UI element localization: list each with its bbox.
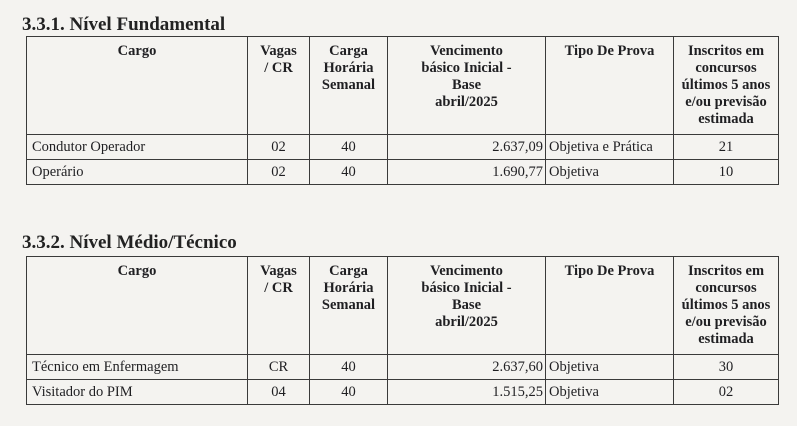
cell-inscritos: 10 bbox=[674, 160, 779, 185]
cell-inscritos: 30 bbox=[674, 355, 779, 380]
cell-cargo: Técnico em Enfermagem bbox=[27, 355, 248, 380]
cell-tipo-prova: Objetiva e Prática bbox=[546, 135, 674, 160]
cell-vencimento: 1.515,25 bbox=[388, 380, 546, 405]
header-vencimento: Vencimento básico Inicial - Base abril/2025 bbox=[388, 257, 546, 355]
cell-inscritos: 02 bbox=[674, 380, 779, 405]
cell-carga: 40 bbox=[310, 160, 388, 185]
cell-vencimento: 1.690,77 bbox=[388, 160, 546, 185]
header-cargo: Cargo bbox=[27, 37, 248, 135]
table-row bbox=[27, 160, 779, 185]
cell-vencimento: 2.637,60 bbox=[388, 355, 546, 380]
cell-inscritos: 21 bbox=[674, 135, 779, 160]
cell-carga: 40 bbox=[310, 380, 388, 405]
header-cargo: Cargo bbox=[27, 257, 248, 355]
cell-cargo: Visitador do PIM bbox=[27, 380, 248, 405]
cell-vagas: CR bbox=[248, 355, 310, 380]
cell-cargo: Condutor Operador bbox=[27, 135, 248, 160]
table-header-row bbox=[27, 257, 779, 355]
cell-vagas: 02 bbox=[248, 135, 310, 160]
table-row bbox=[27, 355, 779, 380]
cell-carga: 40 bbox=[310, 135, 388, 160]
cell-tipo-prova: Objetiva bbox=[546, 380, 674, 405]
table-header-row bbox=[27, 37, 779, 135]
cell-tipo-prova: Objetiva bbox=[546, 355, 674, 380]
table-row bbox=[27, 380, 779, 405]
positions-table bbox=[26, 256, 779, 405]
header-vencimento: Vencimento básico Inicial - Base abril/2025 bbox=[388, 37, 546, 135]
header-inscritos: Inscritos em concursos últimos 5 anos e/ou previsão estimada bbox=[674, 257, 779, 355]
cell-carga: 40 bbox=[310, 355, 388, 380]
header-vagas: Vagas / CR bbox=[248, 37, 310, 135]
table-row bbox=[27, 135, 779, 160]
header-carga-horaria: Carga Horária Semanal bbox=[310, 257, 388, 355]
cell-vencimento: 2.637,09 bbox=[388, 135, 546, 160]
section-title: 3.3.1. Nível Fundamental bbox=[22, 14, 226, 35]
cell-tipo-prova: Objetiva bbox=[546, 160, 674, 185]
header-vagas: Vagas / CR bbox=[248, 257, 310, 355]
positions-table bbox=[26, 36, 779, 185]
header-inscritos: Inscritos em concursos últimos 5 anos e/ou previsão estimada bbox=[674, 37, 779, 135]
header-tipo-prova: Tipo De Prova bbox=[546, 37, 674, 135]
cell-cargo: Operário bbox=[27, 160, 248, 185]
cell-vagas: 02 bbox=[248, 160, 310, 185]
header-tipo-prova: Tipo De Prova bbox=[546, 257, 674, 355]
header-carga-horaria: Carga Horária Semanal bbox=[310, 37, 388, 135]
cell-vagas: 04 bbox=[248, 380, 310, 405]
section-title: 3.3.2. Nível Médio/Técnico bbox=[22, 232, 237, 253]
